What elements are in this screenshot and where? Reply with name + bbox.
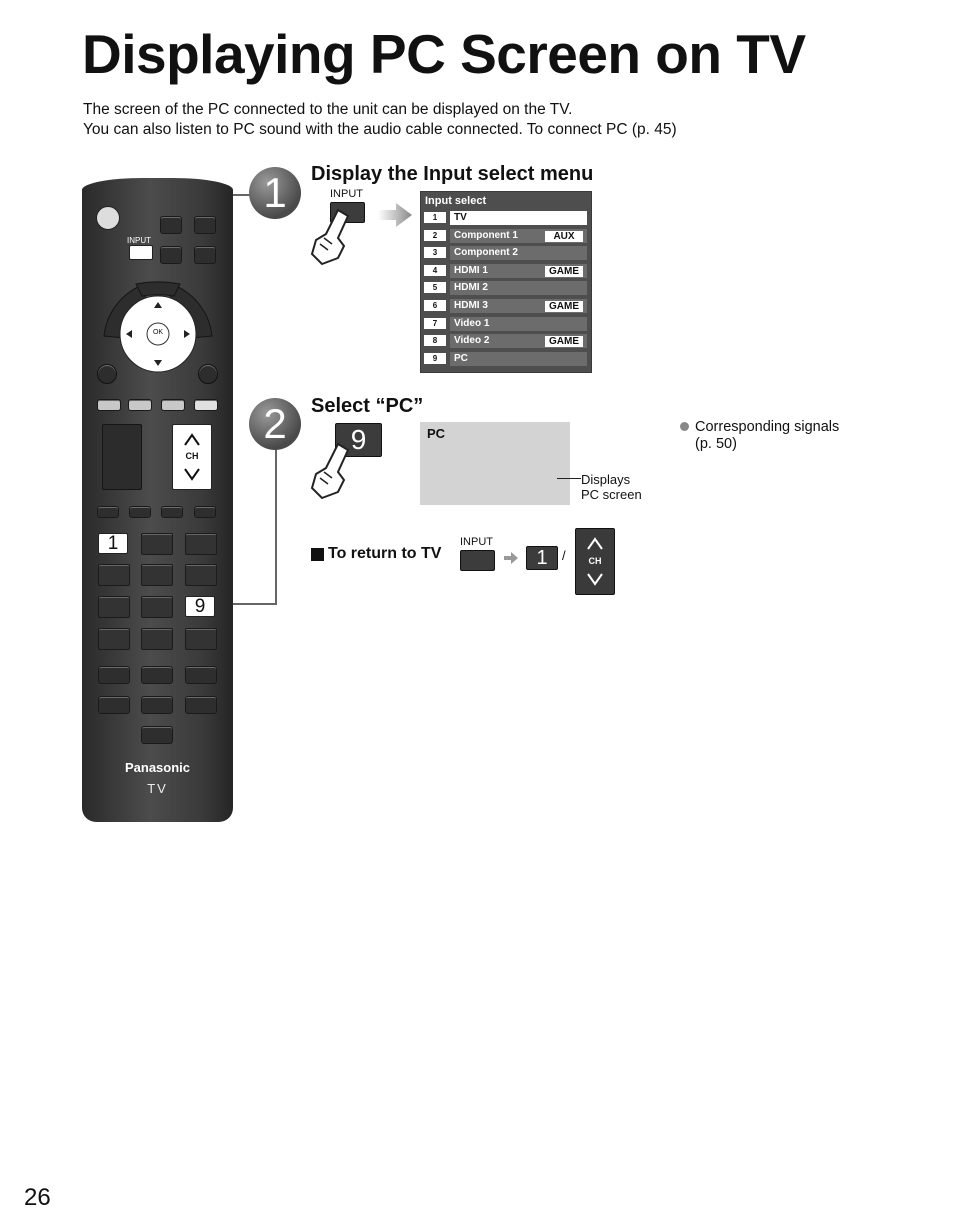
menu-row-label-text: HDMI 3	[454, 300, 488, 311]
remote-button[interactable]	[141, 666, 173, 684]
menu-row-tag: AUX	[545, 231, 583, 242]
remote-button[interactable]	[160, 216, 182, 234]
menu-row[interactable]	[424, 317, 588, 331]
return-separator: /	[562, 548, 566, 563]
menu-row-label-text: HDMI 1	[454, 264, 488, 276]
menu-row-label-text: Component 2	[454, 247, 518, 259]
menu-row-number: 5	[424, 282, 446, 293]
menu-row-label	[450, 211, 587, 225]
menu-row-label	[450, 281, 587, 295]
brand-logo: Panasonic	[124, 760, 191, 775]
dpad	[94, 268, 222, 378]
pressing-hand-icon	[308, 440, 356, 502]
power-button[interactable]	[96, 206, 120, 230]
menu-row-label-text: TV	[454, 212, 467, 223]
menu-row-number: 8	[424, 335, 446, 346]
remote-button[interactable]	[185, 696, 217, 714]
signals-note	[695, 419, 839, 453]
menu-row-label-text: HDMI 2	[454, 282, 488, 294]
intro-line-2: You can also listen to PC sound with the audio cable connected. To connect PC (p. 45)	[83, 121, 677, 138]
return-input-label: INPUT	[460, 536, 493, 548]
remote-button[interactable]	[161, 506, 183, 518]
menu-row-number: 7	[424, 318, 446, 329]
remote-button[interactable]	[160, 246, 182, 264]
numkey[interactable]	[98, 564, 130, 586]
arrow-right-icon	[378, 203, 412, 227]
color-button[interactable]	[97, 399, 121, 411]
callout-line-1: Displays	[581, 472, 631, 487]
step-1-input-label: INPUT	[330, 188, 363, 200]
callout-line	[557, 478, 581, 479]
intro-line-1: The screen of the PC connected to the unit can be displayed on the TV.	[83, 101, 573, 118]
remote-button[interactable]	[141, 696, 173, 714]
numkey[interactable]	[141, 596, 173, 618]
pc-screen-preview	[420, 422, 570, 505]
numkey-9[interactable]: 9	[185, 596, 215, 617]
step-1-title: Display the Input select menu	[311, 163, 594, 185]
square-bullet-icon	[311, 548, 324, 561]
menu-row[interactable]	[424, 334, 588, 348]
numkey[interactable]	[185, 628, 217, 650]
return-ch-rocker	[575, 528, 615, 595]
remote-input-label: INPUT	[127, 236, 151, 245]
menu-row-label-text: PC	[454, 352, 468, 364]
return-label: To return to TV	[328, 545, 442, 562]
remote-button[interactable]	[185, 666, 217, 684]
remote-button[interactable]	[194, 506, 216, 518]
numkey[interactable]	[98, 628, 130, 650]
model-label: TV	[147, 781, 168, 796]
menu-row-tag: GAME	[545, 266, 583, 277]
menu-row-tag: GAME	[545, 301, 583, 312]
step-1-badge: 1	[249, 167, 301, 219]
menu-row-number: 3	[424, 247, 446, 258]
menu-row[interactable]	[424, 229, 588, 243]
return-ch-label: CH	[588, 556, 602, 566]
color-button[interactable]	[194, 399, 218, 411]
return-input-button	[460, 550, 495, 571]
menu-row[interactable]	[424, 246, 588, 260]
numkey[interactable]	[141, 533, 173, 555]
remote-button[interactable]	[97, 506, 119, 518]
remote-button[interactable]	[141, 726, 173, 744]
input-button[interactable]	[129, 245, 153, 260]
numkey[interactable]	[141, 628, 173, 650]
menu-row[interactable]	[424, 211, 588, 225]
menu-row-label-text: Video 1	[454, 317, 490, 329]
input-select-menu	[420, 191, 592, 373]
menu-row-number: 2	[424, 230, 446, 241]
menu-row-label-text: Component 1	[454, 229, 518, 241]
callout-line-2: PC screen	[581, 487, 642, 502]
remote-round-button[interactable]	[97, 364, 117, 384]
ch-rocker[interactable]	[172, 424, 212, 490]
volume-rocker[interactable]	[102, 424, 142, 490]
arrow-right-icon	[504, 552, 518, 564]
return-key-1: 1	[526, 546, 558, 570]
step-2-title: Select “PC”	[311, 395, 424, 417]
step-2-key-9: 9	[335, 423, 382, 457]
page-title: Displaying PC Screen on TV	[82, 23, 806, 85]
menu-row-number: 6	[424, 300, 446, 311]
numkey[interactable]	[141, 564, 173, 586]
numkey[interactable]	[98, 596, 130, 618]
color-button[interactable]	[128, 399, 152, 411]
numkey[interactable]	[185, 533, 217, 555]
menu-row[interactable]	[424, 281, 588, 295]
numkey-1[interactable]: 1	[98, 533, 128, 554]
menu-row-label	[450, 352, 587, 366]
remote-button[interactable]	[98, 666, 130, 684]
color-button[interactable]	[161, 399, 185, 411]
ch-label: CH	[185, 451, 199, 461]
signals-note-line-2: (p. 50)	[695, 436, 737, 452]
menu-row-number: 9	[424, 353, 446, 364]
pc-screen-label: PC	[427, 426, 446, 441]
bullet-icon	[680, 422, 689, 431]
page-number: 26	[24, 1184, 51, 1211]
menu-row-label	[450, 229, 587, 243]
menu-row-label	[450, 246, 587, 260]
numkey[interactable]	[185, 564, 217, 586]
menu-row-label	[450, 334, 587, 348]
menu-row-label-text: Video 2	[454, 335, 490, 347]
menu-row[interactable]	[424, 264, 588, 278]
remote-button[interactable]	[129, 506, 151, 518]
menu-row-label	[450, 299, 587, 313]
menu-row-number: 4	[424, 265, 446, 276]
remote-button[interactable]	[194, 216, 216, 234]
ok-button[interactable]: OK	[152, 329, 164, 336]
menu-row-label	[450, 317, 587, 331]
remote-button[interactable]	[194, 246, 216, 264]
pressing-hand-icon	[308, 206, 356, 268]
remote-round-button[interactable]	[198, 364, 218, 384]
remote-button[interactable]	[98, 696, 130, 714]
menu-row-number: 1	[424, 212, 446, 223]
callout-text	[581, 472, 642, 502]
menu-row-tag: GAME	[545, 336, 583, 347]
menu-row[interactable]	[424, 299, 588, 313]
remote-control	[82, 178, 233, 822]
menu-title: Input select	[425, 195, 487, 207]
step-2-badge: 2	[249, 398, 301, 450]
signals-note-line-1: Corresponding signals	[695, 419, 840, 435]
menu-row[interactable]	[424, 352, 588, 366]
menu-row-label	[450, 264, 587, 278]
